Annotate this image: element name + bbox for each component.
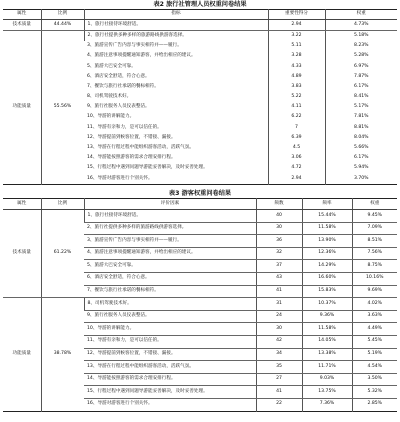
score-cell: 3.28 bbox=[268, 52, 325, 62]
score-cell: 4.72 bbox=[268, 164, 325, 174]
score-cell: 3.22 bbox=[268, 31, 325, 42]
weight-cell: 5.66% bbox=[325, 143, 397, 153]
factor-cell: 3、旅游宣传广告内容与事实相符并——履行。 bbox=[84, 235, 256, 248]
score-cell: 2.94 bbox=[268, 20, 325, 31]
weight-cell: 5.45% bbox=[352, 335, 397, 348]
factor-cell: 13、导游在行程过程中能组织游客活动，活跃气氛。 bbox=[84, 361, 256, 374]
table2-header-weight: 权重 bbox=[325, 10, 397, 20]
indicator-cell: 2、旅行社提供多种多样的旅游路线供游客选择。 bbox=[84, 31, 268, 42]
freq-cell: 9.03% bbox=[302, 373, 352, 386]
indicator-cell: 3、旅游宣传广告内容与事实相符并——履行。 bbox=[87, 43, 182, 49]
attribute-cell: 功能质量 bbox=[12, 104, 31, 110]
table3 bbox=[3, 198, 397, 412]
indicator-cell: 6、酒店安全舒适，符合心意。 bbox=[87, 73, 150, 79]
table-row bbox=[3, 31, 397, 42]
table2-header-ratio: 比例 bbox=[41, 10, 84, 20]
weight-cell: 8.04% bbox=[325, 133, 397, 143]
weight-cell: 9.45% bbox=[352, 210, 397, 223]
weight-cell: 3.63% bbox=[352, 310, 397, 323]
attribute-cell: 技术质量 bbox=[3, 210, 41, 298]
count-cell: 35 bbox=[256, 361, 302, 374]
weight-cell: 8.23% bbox=[325, 41, 397, 51]
table-row bbox=[3, 210, 397, 223]
weight-cell: 8.75% bbox=[352, 260, 397, 273]
weight-cell: 8.41% bbox=[325, 92, 397, 102]
freq-cell: 11.71% bbox=[302, 361, 352, 374]
freq-cell: 13.90% bbox=[302, 235, 352, 248]
factor-cell: 6、酒店安全舒适，符合心意。 bbox=[84, 272, 256, 285]
ratio-cell: 55.56% bbox=[41, 31, 84, 185]
table3-header-factor: 评价因素 bbox=[84, 199, 256, 210]
table3-header-count: 频数 bbox=[256, 199, 302, 210]
weight-cell: 3.50% bbox=[352, 373, 397, 386]
count-cell: 30 bbox=[256, 323, 302, 336]
indicator-cell: 10、导游的讲解能力。 bbox=[87, 114, 135, 120]
count-cell: 34 bbox=[256, 348, 302, 361]
factor-cell: 4、旅游注意事项提醒通知游客，并给出相应的建议。 bbox=[84, 247, 256, 260]
freq-cell: 11.58% bbox=[302, 323, 352, 336]
factor-cell: 7、餐饮与旅行社承诺的餐标相符。 bbox=[84, 285, 256, 298]
weight-cell: 4.02% bbox=[352, 298, 397, 311]
table2-header-attribute: 属性 bbox=[3, 10, 41, 20]
factor-cell: 16、导游对游客进行个别关怀。 bbox=[87, 401, 153, 407]
weight-cell: 2.85% bbox=[352, 398, 397, 411]
weight-cell: 7.56% bbox=[352, 247, 397, 260]
weight-cell: 4.54% bbox=[352, 361, 397, 374]
weight-cell: 3.70% bbox=[325, 174, 397, 185]
weight-cell: 6.17% bbox=[325, 153, 397, 163]
table3-header-ratio: 比例 bbox=[41, 199, 84, 210]
freq-cell: 9.36% bbox=[302, 310, 352, 323]
factor-cell: 9、旅行社服务人员仪表整洁。 bbox=[84, 310, 256, 323]
indicator-cell: 9、旅行社服务人员仪表整洁。 bbox=[87, 104, 150, 110]
score-cell: 6.39 bbox=[268, 133, 325, 143]
count-cell: 32 bbox=[256, 247, 302, 260]
indicator-cell: 7、餐饮与旅行社承诺的餐标相符。 bbox=[87, 83, 159, 89]
freq-cell: 14.05% bbox=[302, 335, 352, 348]
factor-cell: 14、导游能按照游客的需求合理安排行程。 bbox=[84, 373, 256, 386]
table2-header-score: 重要性得分 bbox=[268, 10, 325, 20]
indicator-cell: 14、导游能按照游客的需求合理安排行程。 bbox=[87, 155, 176, 161]
freq-cell: 15.83% bbox=[302, 285, 352, 298]
freq-cell: 11.58% bbox=[302, 222, 352, 235]
score-cell: 4.33 bbox=[268, 62, 325, 72]
freq-cell: 10.37% bbox=[302, 298, 352, 311]
freq-cell: 14.29% bbox=[302, 260, 352, 273]
table3-header-row bbox=[3, 199, 397, 210]
table3-caption: 表3 游客权重问卷结果 bbox=[168, 190, 232, 197]
score-cell: 5.22 bbox=[268, 92, 325, 102]
count-cell: 30 bbox=[256, 222, 302, 235]
weight-cell: 7.09% bbox=[352, 222, 397, 235]
attribute-cell: 功能质量 bbox=[12, 351, 31, 357]
score-cell: 5.11 bbox=[268, 41, 325, 51]
table3-header-attribute: 属性 bbox=[3, 199, 41, 210]
weight-cell: 5.19% bbox=[352, 348, 397, 361]
freq-cell: 7.36% bbox=[302, 398, 352, 411]
indicator-cell: 15、行程过程中遇到问题导游能妥善解决，及时妥善处理。 bbox=[87, 165, 208, 171]
indicator-cell: 5、旅游大巴安全可靠。 bbox=[87, 63, 136, 69]
indicator-cell: 1、旅行社接待环境舒适。 bbox=[84, 20, 268, 31]
score-cell: 6.22 bbox=[268, 113, 325, 123]
count-cell: 22 bbox=[256, 398, 302, 411]
factor-cell: 5、旅游大巴安全可靠。 bbox=[84, 260, 256, 273]
score-cell: 4.89 bbox=[268, 72, 325, 82]
count-cell: 27 bbox=[256, 373, 302, 386]
factor-cell: 11、导游有亲和力，是可以信任的。 bbox=[84, 335, 256, 348]
weight-cell: 10.16% bbox=[352, 272, 397, 285]
count-cell: 42 bbox=[256, 335, 302, 348]
table-row bbox=[3, 20, 397, 31]
indicator-cell: 11、导游有亲和力，是可以信任的。 bbox=[87, 124, 162, 130]
weight-cell: 5.18% bbox=[325, 31, 397, 42]
table2-header-indicator: 指标 bbox=[84, 10, 268, 20]
count-cell: 36 bbox=[256, 235, 302, 248]
count-cell: 24 bbox=[256, 310, 302, 323]
weight-cell: 8.51% bbox=[352, 235, 397, 248]
freq-cell: 13.38% bbox=[302, 348, 352, 361]
weight-cell: 4.49% bbox=[352, 323, 397, 336]
table2-caption: 表2 旅行社管理人员权重问卷结果 bbox=[153, 1, 247, 8]
score-cell: 7 bbox=[268, 123, 325, 133]
indicator-cell: 13、导游在行程过程中能组织游客活动，活跃气氛。 bbox=[87, 145, 194, 151]
score-cell: 3.83 bbox=[268, 82, 325, 92]
weight-cell: 6.17% bbox=[325, 82, 397, 92]
table3-header-weight: 权重 bbox=[352, 199, 397, 210]
ratio-cell: 61.22% bbox=[41, 210, 84, 298]
count-cell: 31 bbox=[256, 298, 302, 311]
table3-header-freq: 频率 bbox=[302, 199, 352, 210]
count-cell: 41 bbox=[256, 285, 302, 298]
count-cell: 37 bbox=[256, 260, 302, 273]
ratio-cell: 38.78% bbox=[41, 298, 84, 411]
table-row bbox=[3, 298, 397, 311]
weight-cell: 4.73% bbox=[325, 20, 397, 31]
indicator-cell: 4、旅游注意事项提醒通知游客，并给出相应的建议。 bbox=[87, 53, 196, 59]
indicator-cell: 12、导游提前到候客位置，不错接、漏接。 bbox=[87, 134, 176, 140]
indicator-cell: 16、导游对游客进行个别关怀。 bbox=[87, 175, 153, 181]
attribute-cell: 技术质量 bbox=[3, 20, 41, 31]
weight-cell: 5.17% bbox=[325, 103, 397, 113]
freq-cell: 15.44% bbox=[302, 210, 352, 223]
score-cell: 3.06 bbox=[268, 153, 325, 163]
indicator-cell: 8、司机驾驶技术好。 bbox=[87, 94, 132, 100]
factor-cell: 12、导游提前到候客位置，不错接、漏接。 bbox=[84, 348, 256, 361]
score-cell: 4.5 bbox=[268, 143, 325, 153]
weight-cell: 5.32% bbox=[352, 386, 397, 399]
weight-cell: 5.28% bbox=[325, 52, 397, 62]
weight-cell: 6.97% bbox=[325, 62, 397, 72]
weight-cell: 8.81% bbox=[325, 123, 397, 133]
freq-cell: 16.60% bbox=[302, 272, 352, 285]
weight-cell: 9.69% bbox=[352, 285, 397, 298]
weight-cell: 7.81% bbox=[325, 113, 397, 123]
freq-cell: 12.36% bbox=[302, 247, 352, 260]
count-cell: 43 bbox=[256, 272, 302, 285]
factor-cell: 8、司机驾驶技术好。 bbox=[84, 298, 256, 311]
score-cell: 2.94 bbox=[268, 174, 325, 185]
freq-cell: 13.75% bbox=[302, 386, 352, 399]
count-cell: 40 bbox=[256, 210, 302, 223]
count-cell: 41 bbox=[256, 386, 302, 399]
factor-cell: 1、旅行社接待环境舒适。 bbox=[84, 210, 256, 223]
factor-cell: 10、导游的讲解能力。 bbox=[84, 323, 256, 336]
table2 bbox=[3, 9, 397, 185]
weight-cell: 7.87% bbox=[325, 72, 397, 82]
weight-cell: 5.94% bbox=[325, 164, 397, 174]
factor-cell: 15、行程过程中遇到问题导游能妥善解决，及时妥善处理。 bbox=[84, 386, 256, 399]
factor-cell: 2、旅行社提供多种多样的旅游路线供游客选择。 bbox=[84, 222, 256, 235]
table2-header-row bbox=[3, 10, 397, 20]
score-cell: 4.11 bbox=[268, 103, 325, 113]
ratio-cell: 44.44% bbox=[41, 20, 84, 31]
